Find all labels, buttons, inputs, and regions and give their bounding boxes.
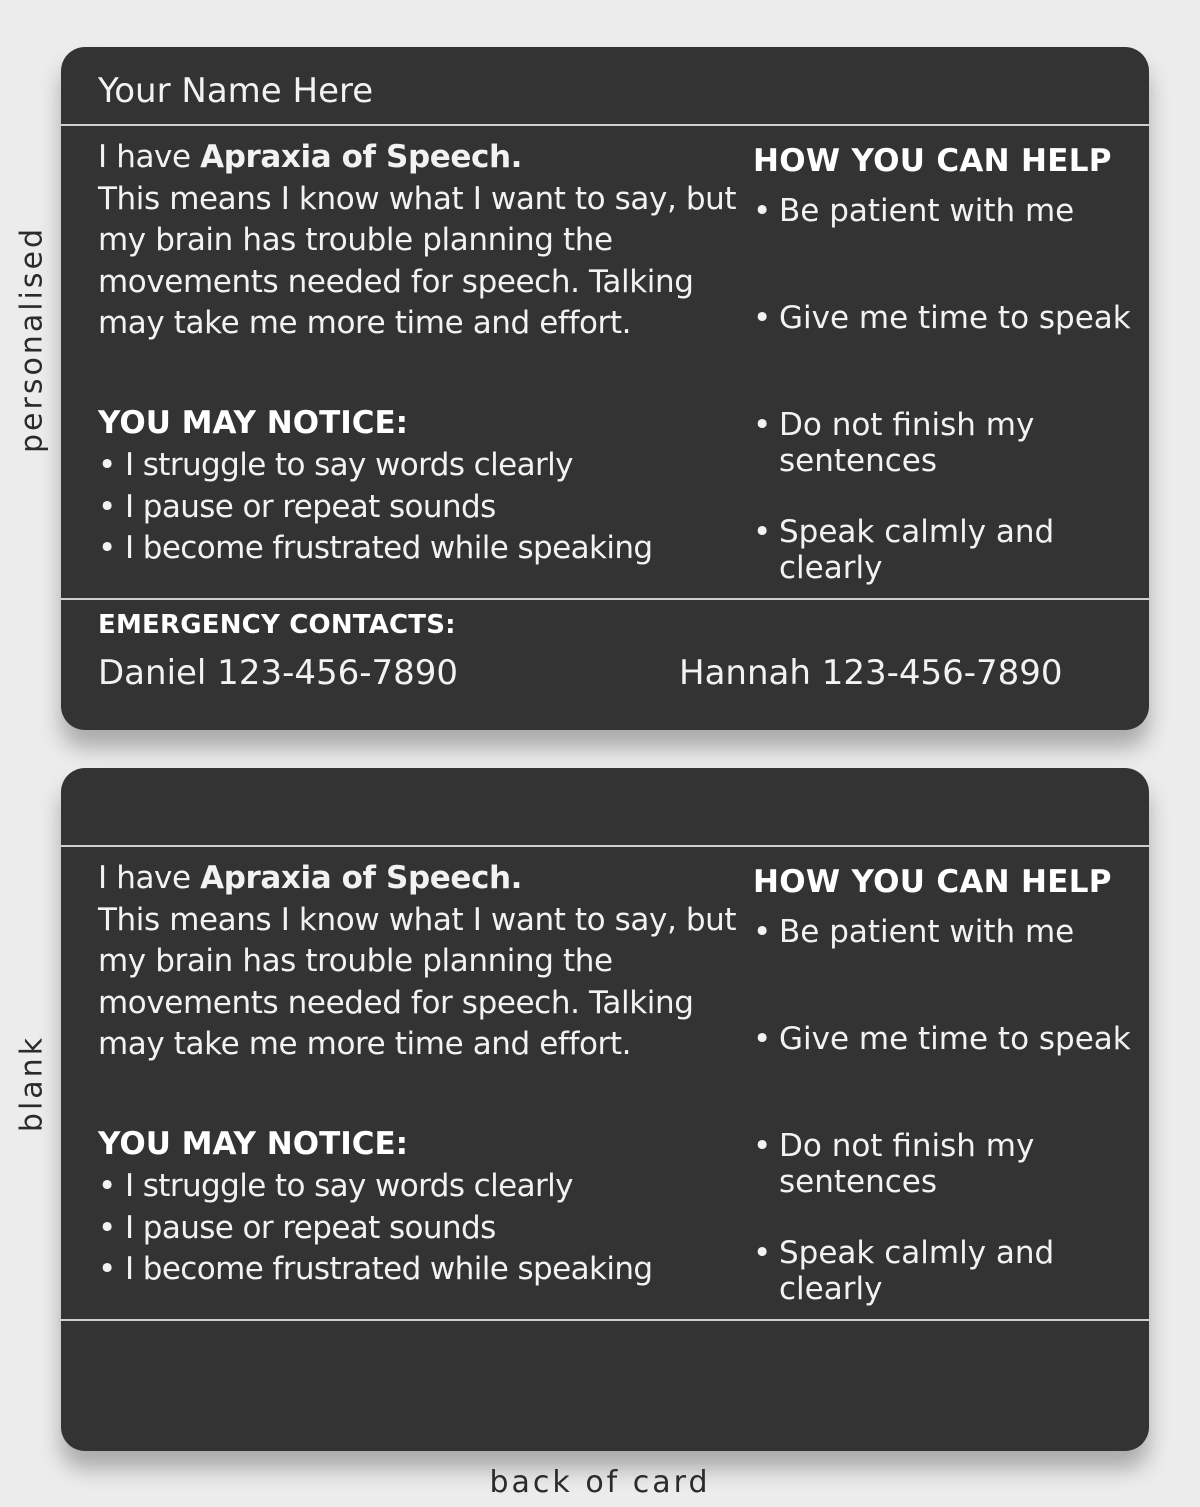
help-item (753, 514, 1133, 621)
blank-label: blank (14, 1034, 50, 1133)
help-title: HOW YOU CAN HELP (753, 864, 1112, 900)
condition-description: This means I know what I want to say, but my brain has trouble planning the movements needed for speech. Talking may take me more time and effort. (98, 180, 737, 341)
help-item (753, 300, 1133, 407)
condition-name: Apraxia of Speech. (200, 860, 523, 896)
notice-item: • I become frustrated while speaking (98, 530, 653, 566)
help-item-text: Do not finish my sentences (779, 407, 1035, 479)
help-list (753, 193, 1133, 621)
bullet-icon: • (753, 193, 772, 229)
back-of-card-label: back of card (489, 1465, 711, 1500)
personalised-card (61, 47, 1149, 730)
help-title: HOW YOU CAN HELP (753, 143, 1112, 179)
help-item (753, 407, 1133, 514)
help-item (753, 1128, 1133, 1235)
intro-paragraph (98, 858, 738, 1066)
notice-item: • I become frustrated while speaking (98, 1251, 653, 1287)
notice-item: • I pause or repeat sounds (98, 1209, 496, 1246)
condition-name: Apraxia of Speech. (200, 139, 523, 175)
top-divider (61, 845, 1149, 847)
help-item (753, 193, 1133, 300)
blank-card (61, 768, 1149, 1451)
bullet-icon: • (753, 914, 772, 950)
help-item-text: Be patient with me (779, 914, 1075, 950)
bullet-icon: • (753, 1235, 772, 1271)
emergency-contacts-title: EMERGENCY CONTACTS: (98, 610, 456, 640)
personalised-label: personalised (14, 226, 50, 454)
help-item (753, 1235, 1133, 1342)
bullet-icon: • (753, 407, 772, 443)
help-list (753, 914, 1133, 1342)
top-divider (61, 124, 1149, 126)
bullet-icon: • (753, 1021, 772, 1057)
help-item (753, 1021, 1133, 1128)
emergency-contact: Daniel 123-456-7890 (98, 653, 459, 693)
notice-list (98, 445, 652, 570)
help-item-text: Speak calmly and clearly (779, 1235, 1055, 1307)
help-item-text: Be patient with me (779, 193, 1075, 229)
bottom-divider (61, 598, 1149, 600)
bottom-divider (61, 1319, 1149, 1321)
notice-title: YOU MAY NOTICE: (98, 1126, 409, 1162)
bullet-icon: • (753, 1128, 772, 1164)
help-item-text: Give me time to speak (779, 300, 1131, 336)
notice-item: • I pause or repeat sounds (98, 488, 496, 525)
notice-item: • I struggle to say words clearly (98, 447, 573, 483)
condition-description: This means I know what I want to say, but my brain has trouble planning the movements needed for speech. Talking may take me more time and effort. (98, 901, 737, 1062)
help-item-text: Speak calmly and clearly (779, 514, 1055, 586)
intro-prefix: I have (98, 139, 201, 175)
help-item-text: Do not finish my sentences (779, 1128, 1035, 1200)
notice-title: YOU MAY NOTICE: (98, 405, 409, 441)
card-name: Your Name Here (98, 71, 374, 111)
emergency-contact: Hannah 123-456-7890 (679, 653, 1063, 693)
help-item-text: Give me time to speak (779, 1021, 1131, 1057)
help-item (753, 914, 1133, 1021)
intro-prefix: I have (98, 860, 201, 896)
notice-list (98, 1166, 652, 1291)
notice-item: • I struggle to say words clearly (98, 1168, 573, 1204)
bullet-icon: • (753, 514, 772, 550)
intro-paragraph (98, 137, 738, 345)
bullet-icon: • (753, 300, 772, 336)
